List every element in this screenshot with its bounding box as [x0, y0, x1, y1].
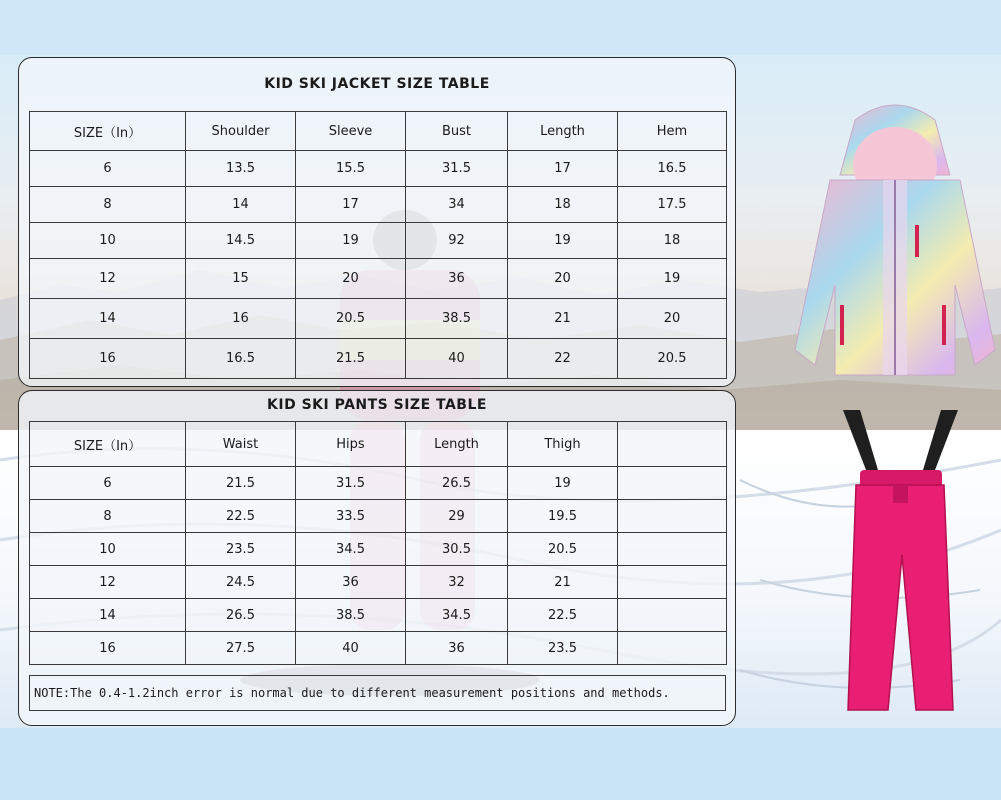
table-cell: 23.5: [508, 632, 618, 665]
table-cell: 16: [30, 339, 186, 379]
table-cell: 14: [30, 299, 186, 339]
table-cell: 20: [508, 259, 618, 299]
table-cell: 32: [406, 566, 508, 599]
ski-pants-image: [838, 405, 963, 715]
pants-size-table-panel: [18, 390, 736, 726]
table-cell: 27.5: [186, 632, 296, 665]
pants-header-thigh: Thigh: [508, 422, 618, 467]
table-cell: 14.5: [186, 223, 296, 259]
top-sky-band: [0, 0, 1001, 55]
table-cell: 15: [186, 259, 296, 299]
pants-table-title: KID SKI PANTS SIZE TABLE: [267, 397, 487, 413]
table-cell: 31.5: [296, 467, 406, 500]
table-cell: 30.5: [406, 533, 508, 566]
table-cell: 38.5: [406, 299, 508, 339]
measurement-note: NOTE:The 0.4-1.2inch error is normal due to different measurement positions and methods.: [29, 675, 726, 711]
jacket-header-shoulder: Shoulder: [186, 112, 296, 151]
table-cell: 8: [30, 187, 186, 223]
table-cell: 33.5: [296, 500, 406, 533]
table-cell: 36: [296, 566, 406, 599]
jacket-header-size: SIZE（In）: [30, 112, 186, 151]
table-row: [30, 339, 727, 379]
table-cell: 92: [406, 223, 508, 259]
jacket-header-sleeve: Sleeve: [296, 112, 406, 151]
table-cell: [618, 632, 727, 665]
table-row: [30, 223, 727, 259]
table-cell: [618, 599, 727, 632]
table-cell: 16.5: [186, 339, 296, 379]
jacket-table-title: KID SKI JACKET SIZE TABLE: [264, 76, 490, 92]
table-cell: 17.5: [618, 187, 727, 223]
table-cell: 23.5: [186, 533, 296, 566]
table-cell: 14: [186, 187, 296, 223]
pants-header-length: Length: [406, 422, 508, 467]
jacket-header-bust: Bust: [406, 112, 508, 151]
table-row: [30, 467, 727, 500]
table-cell: 26.5: [406, 467, 508, 500]
table-cell: 20.5: [296, 299, 406, 339]
table-cell: 14: [30, 599, 186, 632]
jacket-size-table: [29, 111, 727, 379]
table-row: [30, 259, 727, 299]
table-cell: 17: [508, 151, 618, 187]
table-cell: 31.5: [406, 151, 508, 187]
table-cell: 16.5: [618, 151, 727, 187]
table-cell: 12: [30, 566, 186, 599]
table-cell: 16: [30, 632, 186, 665]
table-cell: 17: [296, 187, 406, 223]
table-row: [30, 632, 727, 665]
bottom-band: [0, 728, 1001, 800]
table-cell: 19.5: [508, 500, 618, 533]
table-cell: 10: [30, 223, 186, 259]
table-cell: 34.5: [296, 533, 406, 566]
table-cell: 19: [618, 259, 727, 299]
table-cell: 20.5: [508, 533, 618, 566]
table-row: [30, 299, 727, 339]
table-cell: 12: [30, 259, 186, 299]
table-cell: 21.5: [186, 467, 296, 500]
table-cell: 6: [30, 467, 186, 500]
pants-header-hips: Hips: [296, 422, 406, 467]
table-cell: 19: [508, 223, 618, 259]
table-row: [30, 500, 727, 533]
table-cell: 20: [618, 299, 727, 339]
table-cell: [618, 467, 727, 500]
table-cell: 16: [186, 299, 296, 339]
table-cell: 18: [618, 223, 727, 259]
table-cell: 6: [30, 151, 186, 187]
table-cell: 38.5: [296, 599, 406, 632]
jacket-header-hem: Hem: [618, 112, 727, 151]
table-cell: 21: [508, 566, 618, 599]
table-row: [30, 566, 727, 599]
table-cell: 18: [508, 187, 618, 223]
table-cell: 24.5: [186, 566, 296, 599]
pants-header-waist: Waist: [186, 422, 296, 467]
jacket-size-table-panel: [18, 57, 736, 387]
jacket-header-length: Length: [508, 112, 618, 151]
table-row: [30, 599, 727, 632]
table-cell: 40: [296, 632, 406, 665]
table-cell: 19: [508, 467, 618, 500]
table-cell: 36: [406, 259, 508, 299]
table-cell: 10: [30, 533, 186, 566]
jacket-header-row: [30, 112, 727, 151]
table-cell: 13.5: [186, 151, 296, 187]
table-cell: [618, 533, 727, 566]
table-cell: 15.5: [296, 151, 406, 187]
table-cell: 34: [406, 187, 508, 223]
table-cell: 21.5: [296, 339, 406, 379]
table-row: [30, 151, 727, 187]
table-cell: 26.5: [186, 599, 296, 632]
table-cell: 34.5: [406, 599, 508, 632]
ski-jacket-image: [790, 95, 1000, 385]
table-cell: 20: [296, 259, 406, 299]
pants-header-row: [30, 422, 727, 467]
table-cell: 29: [406, 500, 508, 533]
table-row: [30, 533, 727, 566]
pants-size-table: [29, 421, 727, 665]
table-cell: 8: [30, 500, 186, 533]
table-cell: 19: [296, 223, 406, 259]
table-cell: 22.5: [186, 500, 296, 533]
table-cell: 20.5: [618, 339, 727, 379]
pants-header-size: SIZE（In）: [30, 422, 186, 467]
pants-header-empty: [618, 422, 727, 467]
table-cell: 22.5: [508, 599, 618, 632]
table-cell: 40: [406, 339, 508, 379]
table-cell: 36: [406, 632, 508, 665]
table-row: [30, 187, 727, 223]
table-cell: [618, 566, 727, 599]
table-cell: [618, 500, 727, 533]
table-cell: 21: [508, 299, 618, 339]
table-cell: 22: [508, 339, 618, 379]
